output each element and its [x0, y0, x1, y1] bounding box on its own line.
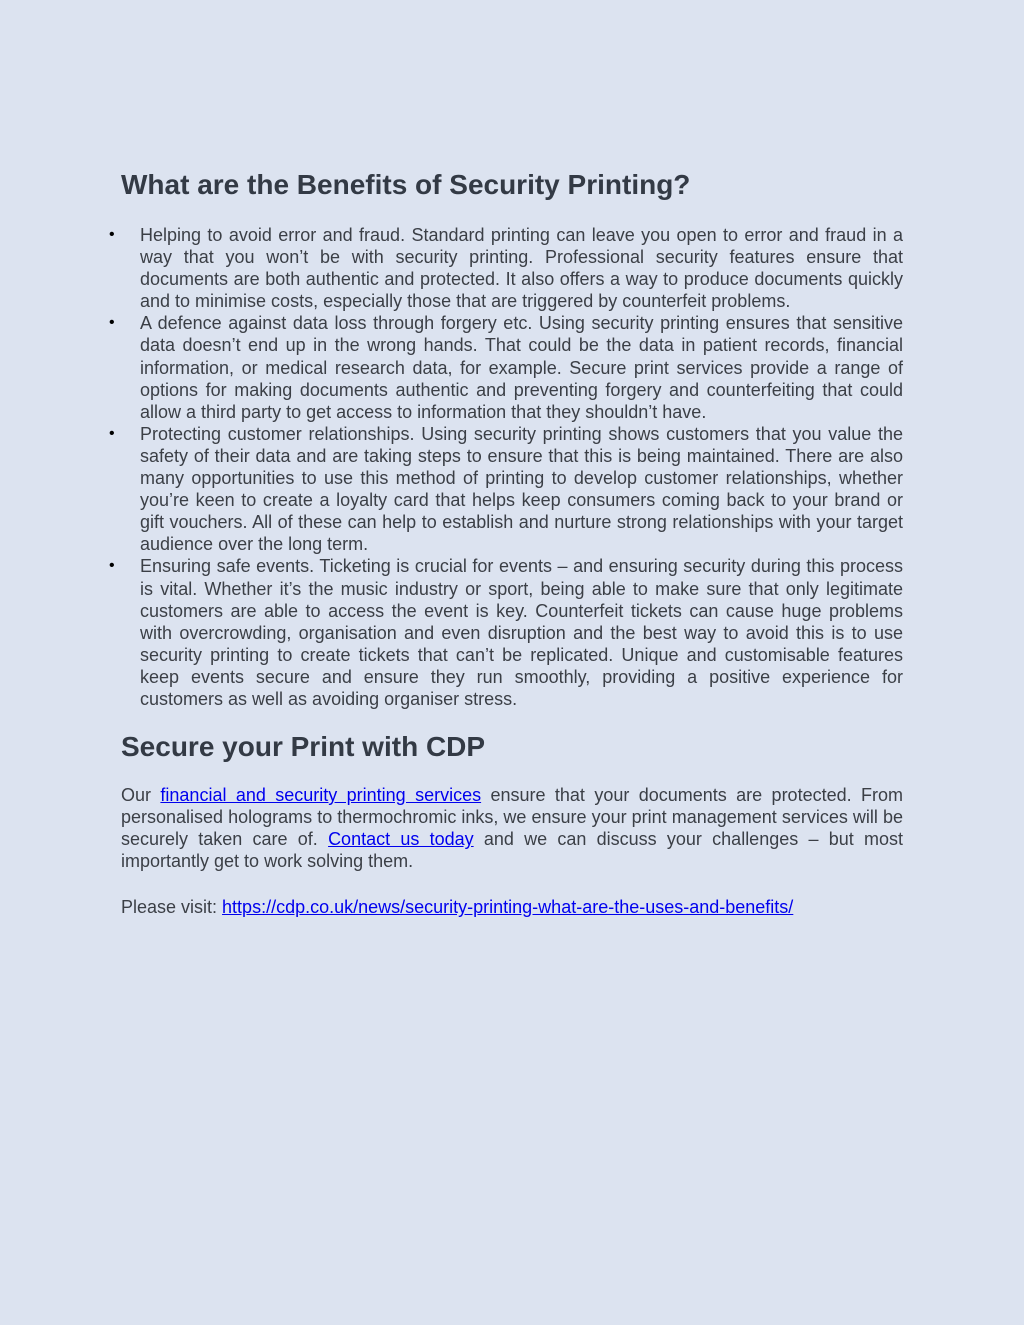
bullet-icon: •: [109, 314, 115, 332]
bullet-icon: •: [109, 226, 115, 243]
financial-printing-link[interactable]: financial and security printing services: [160, 785, 482, 806]
list-item: [109, 224, 903, 312]
paragraph-text: ensure that your documents are protected. From personalised holograms to thermochromic inks, we ensure your print management services will be securely taken care of.: [121, 785, 903, 850]
cdp-paragraph: [121, 784, 903, 872]
paragraph-text: Our: [121, 785, 161, 806]
visit-url-link[interactable]: https://cdp.co.uk/news/security-printing-what-are-the-uses-and-benefits/: [222, 897, 794, 918]
list-item: [109, 312, 903, 422]
secure-print-heading: Secure your Print with CDP: [121, 731, 486, 763]
visit-label: Please visit:: [121, 897, 223, 918]
bullet-icon: •: [109, 424, 115, 442]
bullet-icon: •: [109, 557, 115, 575]
list-item-text: Protecting customer relationships. Using security printing shows customers that you value the safety of their data and are taking steps to ensure that this is being maintained. There are also many opportunities to use this method of printing to develop customer relationships, whether you’re keen to create a loyalty card that helps keep consumers coming back to your brand or gift vouchers. All of these can help to establish and nurture strong relationships with your target audience over the long term.: [140, 423, 903, 555]
contact-us-link[interactable]: Contact us today: [328, 829, 474, 850]
list-item-text: Helping to avoid error and fraud. Standard printing can leave you open to error and fraud in a way that you won’t be with security printing. Professional security features ensure that documents are both authentic and protected. It also offers a way to produce documents quickly and to minimise costs, especially those that are triggered by counterfeit problems.: [140, 225, 903, 312]
visit-line: [121, 896, 903, 918]
list-item: [109, 555, 903, 710]
list-item-text: Ensuring safe events. Ticketing is crucial for events – and ensuring security during this process is vital. Whether it’s the music industry or sport, being able to make sure that only legitimate customers are able to access the event is key. Counterfeit tickets can cause huge problems with overcrowding, organisation and even disruption and the best way to avoid this is to use security printing to create tickets that can’t be replicated. Unique and customisable features keep events secure and ensure they run smoothly, providing a positive experience for customers as well as avoiding organiser stress.: [140, 556, 903, 709]
benefits-list: [109, 224, 903, 710]
list-item: [109, 423, 903, 556]
paragraph-text: and we can discuss your challenges – but most importantly get to work solving them.: [121, 829, 903, 872]
list-item-text: A defence against data loss through forgery etc. Using security printing ensures that sensitive data doesn’t end up in the wrong hands. That could be the data in patient records, financial information, or medical research data, for example. Secure print services provide a range of options for making documents authentic and preventing forgery and counterfeiting that could allow a third party to get access to information that they shouldn’t have.: [140, 313, 903, 422]
document-page: [109, 168, 903, 918]
benefits-heading: What are the Benefits of Security Printing?: [121, 169, 691, 200]
